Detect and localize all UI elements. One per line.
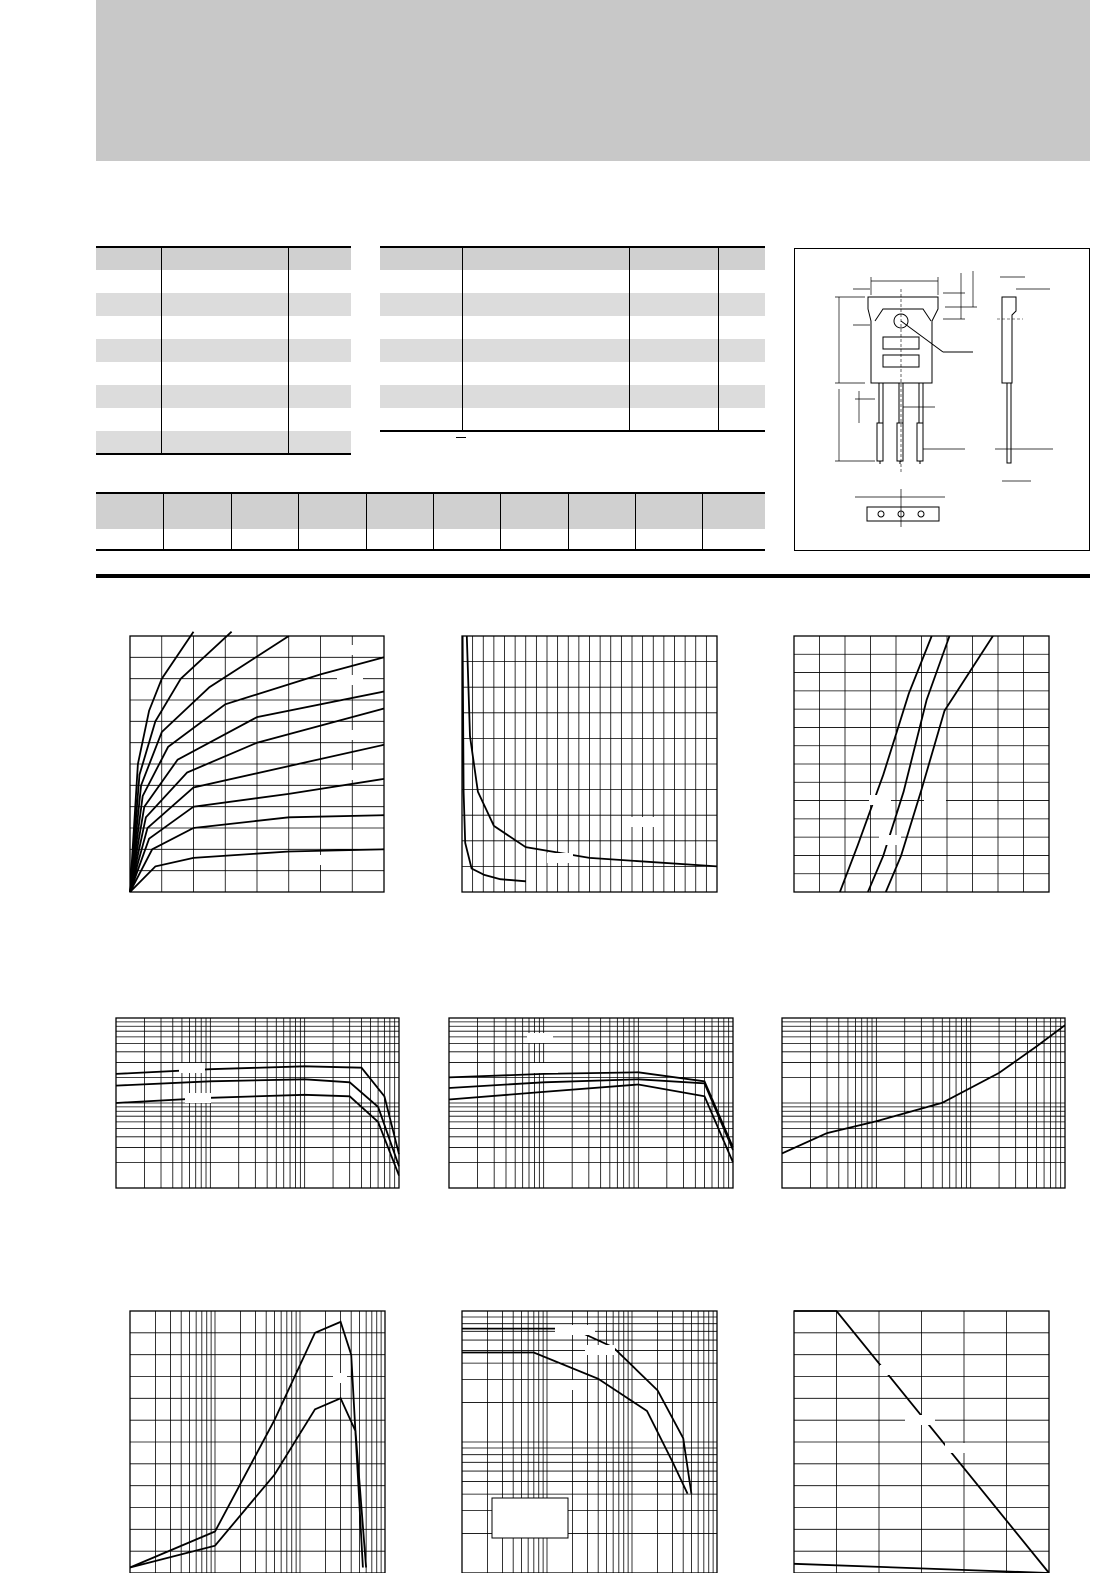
chart-label-gap: [879, 835, 901, 845]
table-row: [380, 408, 765, 431]
package-outline-box: [794, 248, 1090, 551]
table-row: [96, 385, 351, 408]
chart-label-gap: [945, 1443, 975, 1453]
table-row: [96, 339, 351, 362]
chart-label-gap: [185, 1093, 211, 1103]
table-row: [96, 247, 351, 270]
table-row: [96, 493, 765, 529]
chart-label-gap: [625, 817, 655, 827]
chart-label-gap: [869, 795, 891, 805]
chart-3: [794, 636, 1049, 892]
chart-label-gap: [179, 1063, 205, 1073]
package-outline-drawing: [795, 249, 1091, 552]
chart-grid: [782, 1018, 1065, 1188]
table-row: [96, 362, 351, 385]
chart-label-gap: [555, 1325, 595, 1335]
table-row: [380, 293, 765, 316]
chart-label-gap: [337, 645, 363, 655]
chart-label-gap: [547, 853, 573, 863]
chart-label-gap: [585, 1345, 615, 1355]
chart-label-gap: [332, 730, 358, 740]
table-row: [380, 362, 765, 385]
header-band: [96, 0, 1090, 161]
table-row: [380, 247, 765, 270]
table-row: [96, 529, 765, 550]
chart-7: [130, 1311, 385, 1573]
chart-1: [130, 636, 384, 892]
chart-label-gap: [905, 1415, 935, 1425]
chart-label-gap: [337, 675, 363, 685]
table-row: [96, 408, 351, 431]
table-row: [380, 339, 765, 362]
chart-8: [462, 1311, 717, 1573]
table-row: [96, 293, 351, 316]
table-row: [96, 270, 351, 293]
chart-label-gap: [880, 1365, 910, 1375]
chart-label-gap: [332, 770, 358, 780]
chart-label-gap: [555, 1380, 585, 1390]
table-row: [380, 385, 765, 408]
chart-label-gap: [333, 1373, 347, 1383]
chart-legend-box: [492, 1498, 568, 1538]
chart-label-gap: [317, 855, 343, 865]
chart-label-gap: [527, 1033, 553, 1043]
chart-grid: [449, 1018, 733, 1188]
table-row: [96, 431, 351, 454]
chart-label-gap: [532, 1063, 558, 1073]
chart-9: [794, 1311, 1049, 1573]
table-row: [380, 316, 765, 339]
classification-table: [96, 492, 765, 551]
chart-6: [782, 1018, 1065, 1188]
chart-label-gap: [924, 795, 946, 805]
table-row: [96, 316, 351, 339]
chart-4: [116, 1018, 399, 1188]
section-divider: [96, 574, 1090, 578]
ratings-table: [96, 246, 351, 455]
chart-5: [449, 1018, 733, 1188]
footnote-mark: [456, 437, 466, 438]
chart-2: [462, 636, 717, 892]
table-row: [380, 270, 765, 293]
characteristics-table: [380, 246, 765, 432]
